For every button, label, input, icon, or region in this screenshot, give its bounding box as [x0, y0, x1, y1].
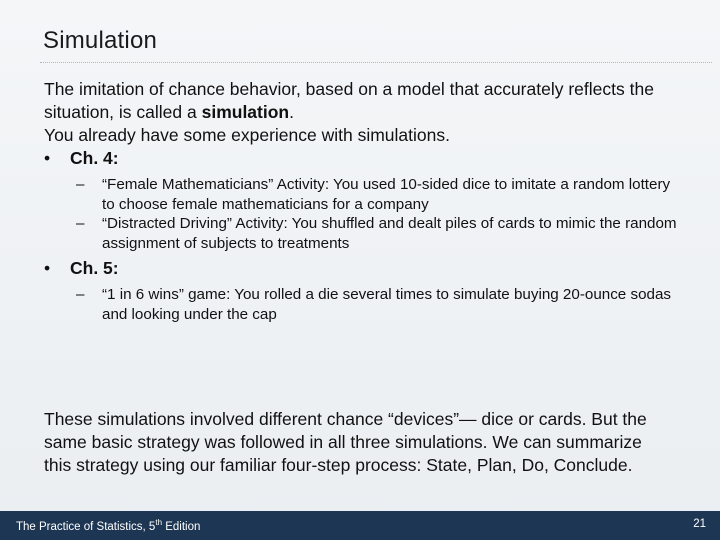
book-title-prefix: The Practice of Statistics, 5 — [16, 520, 156, 533]
book-title-suffix: Edition — [162, 520, 201, 533]
intro-paragraph — [44, 78, 684, 124]
experience-line: You already have some experience with simulations. — [44, 125, 450, 145]
sub-item-text: “Female Mathematicians” Activity: You used 10-sided dice to imitate a random lottery to choose female mathematicians for a company — [102, 176, 671, 213]
bullet-ch5 — [44, 257, 684, 280]
sub-dash: – — [76, 215, 85, 232]
sub-item-text: “Distracted Driving” Activity: You shuffled and dealt piles of cards to mimic the random assignment of subjects to treatments — [102, 215, 677, 252]
intro-period: . — [289, 102, 294, 122]
sub-item — [44, 214, 684, 253]
edition-superscript: th — [155, 518, 163, 527]
footer-book-title — [16, 518, 200, 533]
sub-list-ch5 — [44, 285, 684, 324]
title-divider — [40, 62, 712, 63]
bullet-label: Ch. 4: — [70, 148, 119, 168]
sub-dash: – — [76, 176, 85, 193]
footer-bar — [0, 511, 720, 540]
slide-body — [44, 78, 684, 328]
page-number: 21 — [693, 518, 706, 530]
bullet-marker: • — [44, 148, 51, 168]
sub-list-ch4 — [44, 175, 684, 253]
sub-item — [44, 175, 684, 214]
intro-bold-term: simulation — [201, 102, 290, 122]
sub-item — [44, 285, 684, 324]
closing-paragraph: These simulations involved different chance “devices”— dice or cards. But the same basic strategy was followed in all three simulations. We can summarize this strategy using our familiar four-step process: State, Plan, Do, Conclude. — [44, 408, 647, 475]
intro-text: The imitation of chance behavior, based on a model that accurately reflects the situation, is called a — [44, 79, 654, 122]
bullet-ch4 — [44, 147, 684, 170]
bullet-label: Ch. 5: — [70, 258, 119, 278]
sub-dash: – — [76, 286, 85, 303]
slide-title: Simulation — [43, 27, 158, 54]
bullet-marker: • — [44, 258, 51, 278]
sub-item-text: “1 in 6 wins” game: You rolled a die several times to simulate buying 20-ounce sodas and looking under the cap — [102, 286, 672, 323]
